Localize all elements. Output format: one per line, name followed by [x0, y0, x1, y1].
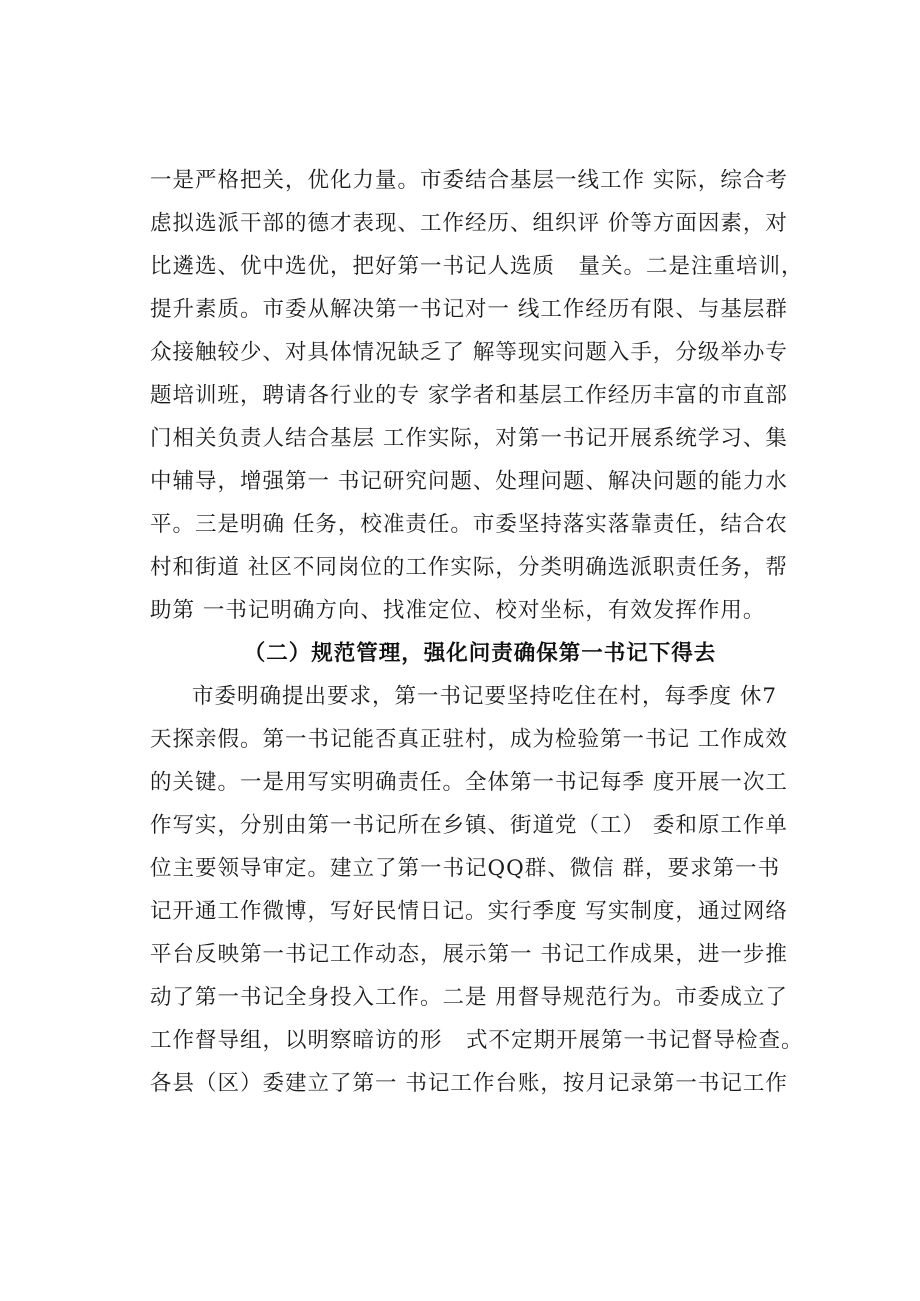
paragraph-1-line-7: 门相关负责人结合基层 工作实际，对第一书记开展系统学习、集: [150, 426, 788, 451]
paragraph-1-line-4: 提升素质。市委从解决第一书记对一 线工作经历有限、与基层群: [150, 297, 788, 322]
paragraph-2-line-3: 的关键。一是用写实明确责任。全体第一书记每季 度开展一次工: [150, 770, 788, 795]
paragraph-1-line-9: 平。三是明确 任务，校准责任。市委坚持落实落靠责任，结合农: [150, 512, 788, 537]
paragraph-1-line-2: 虑拟选派干部的德才表现、工作经历、组织评 价等方面因素，对: [150, 211, 788, 236]
paragraph-1-line-6: 题培训班，聘请各行业的专 家学者和基层工作经历丰富的市直部: [150, 383, 788, 408]
paragraph-1-line-11: 助第 一书记明确方向、找准定位、校对坐标，有效发挥作用。: [150, 598, 766, 623]
paragraph-1-line-10: 村和街道 社区不同岗位的工作实际，分类明确选派职责任务，帮: [150, 555, 788, 580]
section-heading: （二）规范管理，强化问责确保第一书记下得去: [243, 641, 717, 666]
paragraph-2-line-6: 记开通工作微博，写好民情日记。实行季度 写实制度，通过网络: [150, 899, 788, 924]
paragraph-1-line-8: 中辅导，增强第一 书记研究问题、处理问题、解决问题的能力水: [150, 469, 788, 494]
paragraph-1-line-1: 一是严格把关，优化力量。市委结合基层一线工作 实际，综合考: [150, 168, 788, 193]
paragraph-2-line-1: 市委明确提出要求，第一书记要坚持吃住在村，每季度 休7: [192, 684, 778, 709]
paragraph-2-line-9: 工作督导组，以明察暗访的形 式不定期开展第一书记督导检查。: [150, 1028, 804, 1053]
paragraph-1-line-5: 众接触较少、对具体情况缺乏了 解等现实问题入手，分级举办专: [150, 340, 788, 365]
paragraph-2-line-4: 作写实，分别由第一书记所在乡镇、街道党（工） 委和原工作单: [150, 813, 788, 838]
paragraph-2-line-7: 平台反映第一书记工作动态，展示第一 书记工作成果，进一步推: [150, 942, 788, 967]
paragraph-2-line-2: 天探亲假。第一书记能否真正驻村，成为检验第一书记 工作成效: [150, 727, 788, 752]
paragraph-1-line-3: 比遴选、优中选优，把好第一书记人选质 量关。二是注重培训，: [150, 254, 804, 279]
paragraph-2-line-5: 位主要领导审定。建立了第一书记QQ群、微信 群，要求第一书: [150, 856, 781, 881]
paragraph-2-line-10: 各县（区）委建立了第一 书记工作台账，按月记录第一书记工作: [150, 1071, 788, 1096]
paragraph-2-line-8: 动了第一书记全身投入工作。二是 用督导规范行为。市委成立了: [150, 985, 788, 1010]
